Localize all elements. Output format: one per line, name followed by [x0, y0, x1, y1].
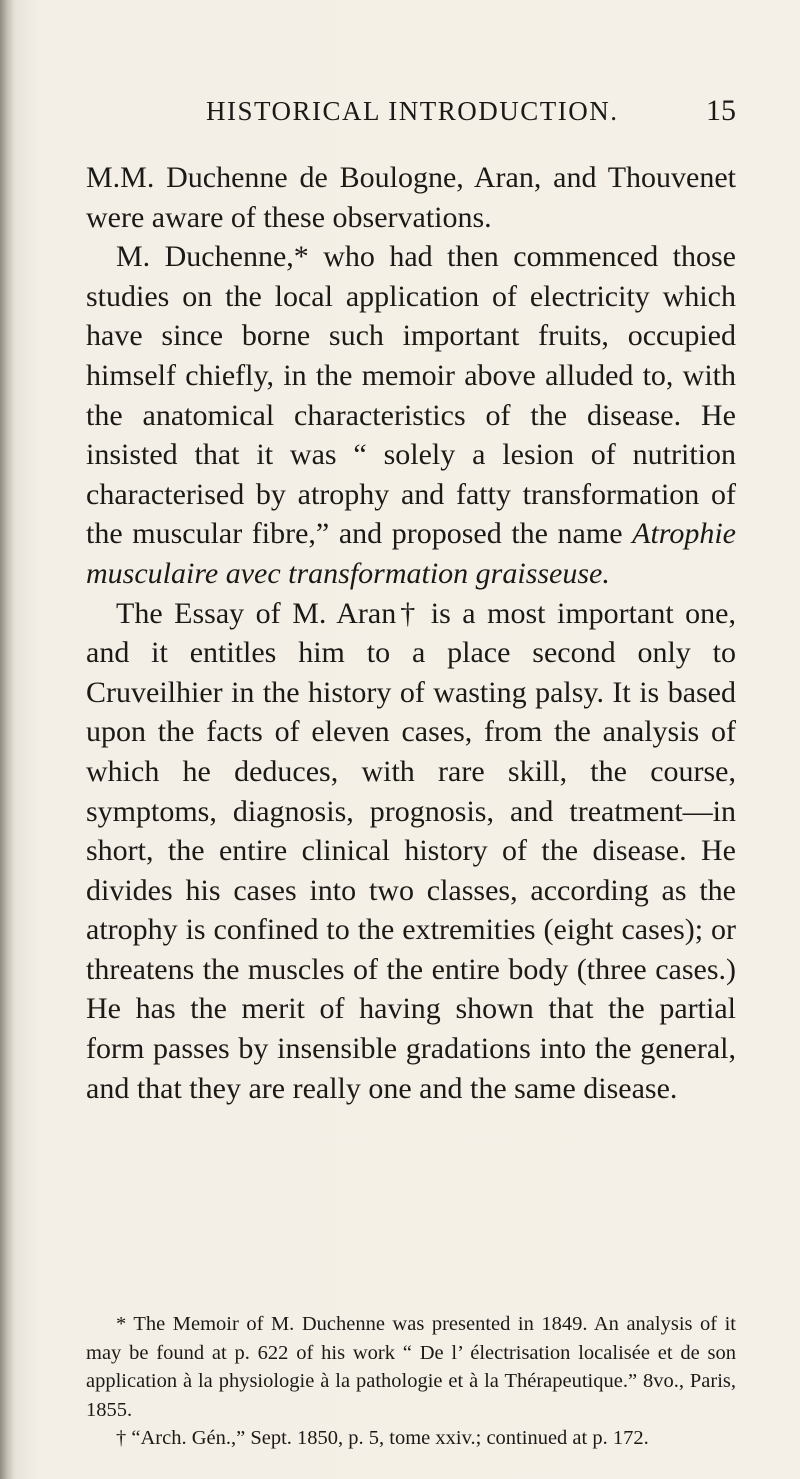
running-head-title: HISTORICAL INTRODUCTION.	[206, 96, 619, 126]
paragraph-2-italic-term: Atrophie musculaire avec transformation graisseuse.	[86, 517, 736, 590]
running-head	[0, 96, 800, 136]
footnotes	[86, 1310, 736, 1453]
page-number: 15	[706, 94, 736, 127]
footnote-2: † “Arch. Gén.,” Sept. 1850, p. 5, tome xxiv.; continued at p. 172.	[116, 1427, 649, 1449]
paragraph-3: The Essay of M. Aran† is a most important one, and it entitles him to a place second only to Cruveilhier in the history of wasting palsy. It is based upon the facts of eleven cases, from the analysis of which he deduces, with rare skill, the course, symptoms, diagnosis, prognosis, and treatment—in short, the entire clinical history of the disease. He divides his cases into two classes, according as the atrophy is confined to the extremities (eight cases); or threatens the muscles of the entire body (three cases.) He has the merit of having shown that the partial form passes by insensible gradations into the general, and that they are really one and the same disease.	[86, 596, 736, 1105]
paragraph-1: M.M. Duchenne de Boulogne, Aran, and Thouvenet were aware of these observations.	[86, 161, 736, 234]
paragraph-2-text: M. Duchenne,* who had then commenced those studies on the local application of electricity which have since borne such important fruits, occupied himself chiefly, in the memoir above alluded to, with the anatomical characteristics of the disease. He insisted that it was “ solely a lesion of nutrition characterised by atrophy and fatty transformation of the muscular fibre,” and proposed the name	[86, 240, 736, 551]
spine-shadow	[0, 0, 14, 1479]
footnote-1: * The Memoir of M. Duchenne was presented in 1849. An analysis of it may be found at p. 622 of his work “ De l’ électrisation localisée et de son application à la physiologie à la pathologie et à la Thérapeutique.” 8vo., Paris, 1855.	[86, 1313, 736, 1421]
body-text	[86, 158, 736, 1108]
paragraph-2	[86, 237, 736, 593]
